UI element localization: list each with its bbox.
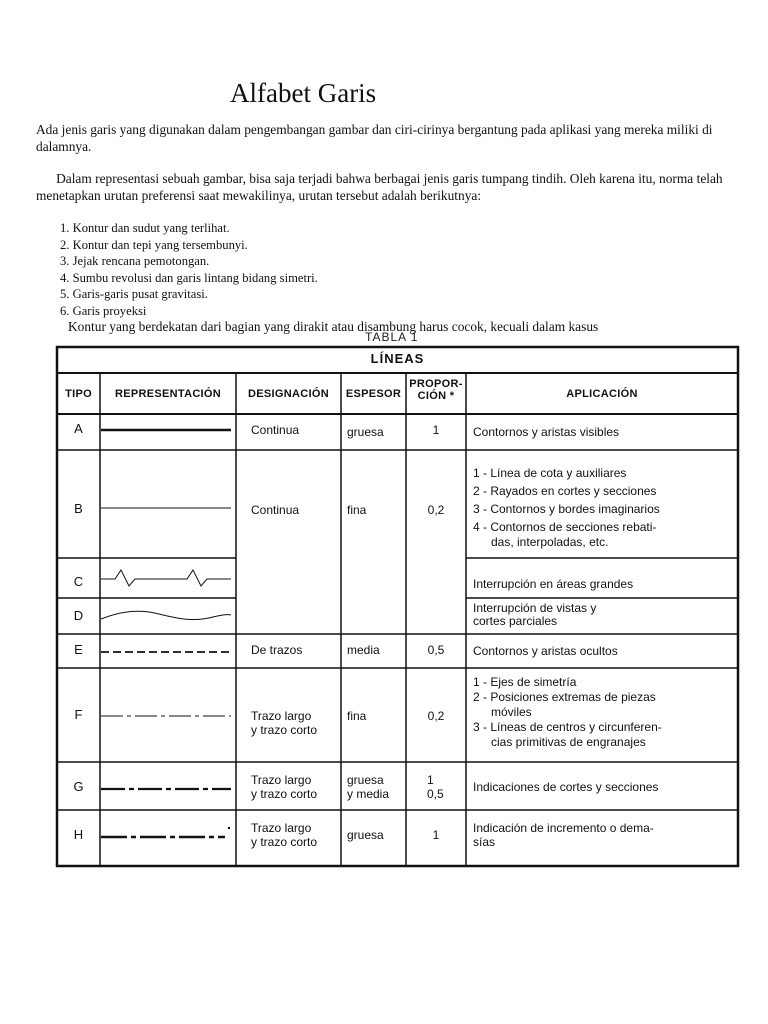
row-g-espesor-2: y media [347, 787, 390, 801]
row-f-aplicacion-3: 3 - Líneas de centros y circunferen- [473, 720, 662, 734]
table-caption: TABLA 1 [365, 330, 419, 344]
row-d-tipo: D [73, 608, 84, 623]
row-b-aplicacion-4: 4 - Contornos de secciones rebati- [473, 520, 657, 534]
row-b-aplicacion [473, 464, 660, 548]
header-aplicacion: APLICACIÓN [566, 388, 638, 400]
header-proporcion-line1: PROPOR- [409, 378, 463, 390]
header-proporcion-line2: CIÓN * [417, 390, 455, 402]
row-e-designacion: De trazos [251, 643, 303, 657]
row-g-designacion-2: y trazo corto [251, 787, 318, 801]
line-sample-h-dot [228, 827, 230, 829]
row-f-designacion [251, 709, 317, 737]
row-c-aplicacion: Interrupción en áreas grandes [473, 577, 634, 591]
table-title: LÍNEAS [370, 351, 425, 366]
row-h-aplicacion-2: sías [473, 835, 496, 849]
line-sample-d [101, 611, 231, 619]
row-e-aplicacion: Contornos y aristas ocultos [473, 644, 618, 658]
row-e-tipo: E [74, 642, 83, 657]
preference-list [60, 220, 318, 320]
row-h-aplicacion-1: Indicación de incremento o dema- [473, 821, 654, 835]
row-d-aplicacion [473, 602, 596, 628]
row-f-aplicacion-3b: cias primitivas de engranajes [491, 735, 646, 749]
list-item: 3. Jejak rencana pemotongan. [60, 254, 210, 269]
row-h-proporcion: 1 [432, 828, 440, 842]
list-item: 5. Garis-garis pusat gravitasi. [60, 287, 208, 302]
list-item: 6. Garis proyeksi [60, 303, 147, 318]
intro-paragraph: Ada jenis garis yang digunakan dalam pengembangan gambar dan ciri-cirinya bergantung pada aplikasi yang mereka miliki di dalamnya. [36, 122, 713, 154]
row-h-designacion-1: Trazo largo [251, 821, 312, 835]
row-f-designacion-2: y trazo corto [251, 723, 318, 737]
row-g-designacion [251, 773, 317, 801]
preference-paragraph [36, 171, 736, 204]
row-g-proporcion-1: 1 [427, 773, 434, 787]
row-d-aplicacion-1: Interrupción de vistas y [473, 601, 597, 615]
row-h-tipo: H [73, 827, 84, 842]
row-h-designacion-2: y trazo corto [251, 835, 318, 849]
row-b-aplicacion-1: 1 - Línea de cota y auxiliares [473, 466, 627, 480]
row-b-tipo: B [74, 501, 83, 516]
row-g-proporcion-2: 0,5 [427, 787, 444, 801]
row-f-aplicacion-2b: móviles [491, 705, 532, 719]
preference-paragraph-text: Dalam representasi sebuah gambar, bisa saja terjadi bahwa berbagai jenis garis tumpang tindih. Oleh karena itu, norma telah menetapkan urutan preferensi saat mewakilinya, urutan tersebut adalah berikutnya: [36, 171, 723, 203]
header-espesor: ESPESOR [345, 388, 402, 400]
row-a-espesor: gruesa [347, 425, 384, 439]
lines-table [55, 330, 740, 870]
row-g-designacion-1: Trazo largo [251, 773, 312, 787]
row-g-aplicacion: Indicaciones de cortes y secciones [473, 780, 659, 794]
row-g-proporcion [427, 773, 444, 801]
row-a-proporcion: 1 [432, 423, 440, 437]
list-item: 2. Kontur dan tepi yang tersembunyi. [60, 237, 248, 252]
row-f-aplicacion [473, 675, 662, 750]
row-f-aplicacion-2: 2 - Posiciones extremas de piezas [473, 690, 656, 704]
row-g-tipo: G [73, 779, 84, 794]
closing-paragraph: Kontur yang berdekatan dari bagian yang dirakit atau disambung harus cocok, kecuali dalam kasus [68, 319, 599, 334]
row-b-proporcion: 0,2 [427, 503, 445, 517]
row-e-proporcion: 0,5 [427, 643, 445, 657]
row-h-aplicacion [473, 821, 654, 849]
list-item: 1. Kontur dan sudut yang terlihat. [60, 221, 230, 235]
row-b-espesor: fina [347, 503, 367, 517]
row-c-tipo: C [73, 574, 84, 589]
row-a-tipo: A [74, 421, 83, 436]
header-tipo: TIPO [65, 388, 92, 400]
header-representacion: REPRESENTACIÓN [114, 388, 222, 400]
row-h-espesor: gruesa [347, 828, 384, 842]
row-a-designacion: Continua [251, 423, 300, 437]
row-a-aplicacion: Contornos y aristas visibles [473, 425, 620, 439]
row-f-tipo: F [74, 707, 83, 722]
page-title: Alfabet Garis [230, 78, 377, 108]
header-designacion: DESIGNACIÓN [248, 388, 329, 400]
row-g-espesor-1: gruesa [347, 773, 384, 787]
line-sample-c [101, 570, 231, 586]
row-f-designacion-1: Trazo largo [251, 709, 312, 723]
row-f-aplicacion-1: 1 - Ejes de simetría [473, 675, 577, 689]
row-d-aplicacion-2: cortes parciales [473, 614, 558, 628]
row-f-proporcion: 0,2 [427, 709, 445, 723]
list-item: 4. Sumbu revolusi dan garis lintang bidang simetri. [60, 270, 318, 285]
row-b-designacion: Continua [251, 503, 300, 517]
row-h-designacion [251, 821, 317, 849]
row-e-espesor: media [347, 643, 380, 657]
row-g-espesor [347, 773, 389, 801]
row-f-espesor: fina [347, 709, 367, 723]
row-b-aplicacion-3: 3 - Contornos y bordes imaginarios [473, 502, 660, 516]
row-b-aplicacion-4b: das, interpoladas, etc. [491, 535, 609, 549]
row-b-aplicacion-2: 2 - Rayados en cortes y secciones [473, 484, 657, 498]
header-proporcion [406, 378, 466, 402]
